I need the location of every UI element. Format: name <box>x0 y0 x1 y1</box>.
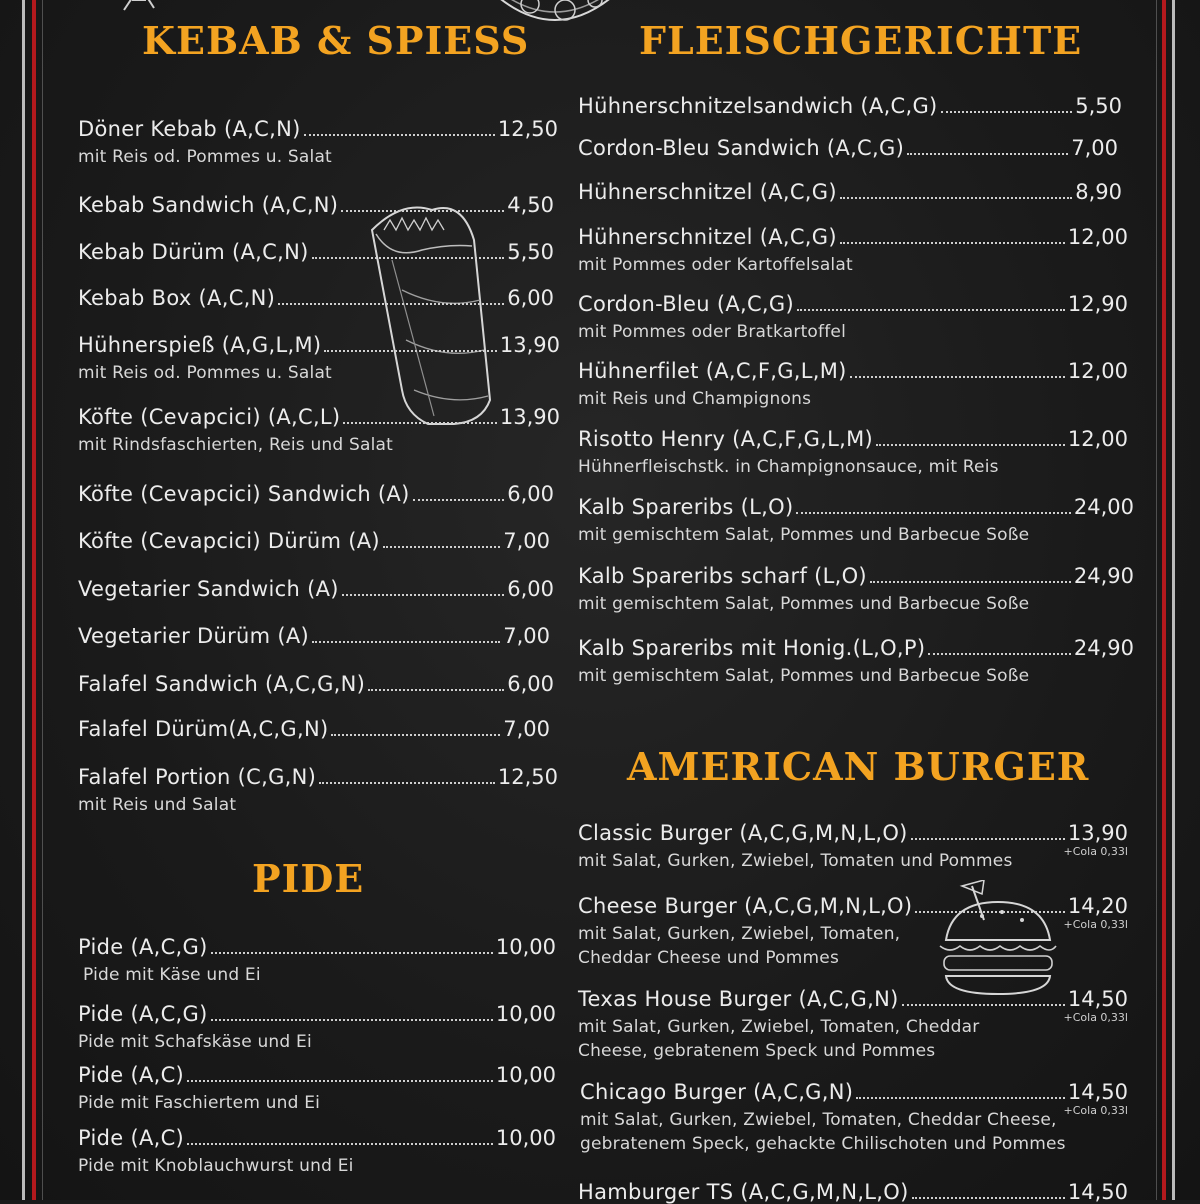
menu-item <box>78 624 550 648</box>
dot-leader <box>941 111 1073 113</box>
menu-item <box>78 117 558 167</box>
item-name: Pide (A,C,G) <box>78 935 208 959</box>
item-name: Kebab Dürüm (A,C,N) <box>78 240 309 264</box>
menu-item <box>78 286 554 310</box>
menu-item <box>78 529 550 553</box>
item-description: mit Salat, Gurken, Zwiebel, Tomaten und Pommes <box>578 851 1013 871</box>
item-name: Cordon-Bleu (A,C,G) <box>578 292 794 316</box>
dot-leader <box>876 444 1065 446</box>
item-name: Kebab Box (A,C,N) <box>78 286 276 310</box>
item-name: Vegetarier Sandwich (A) <box>78 577 339 601</box>
dot-leader <box>368 689 504 691</box>
frame-thin-right <box>1156 0 1157 1200</box>
item-name: Chicago Burger (A,C,G,N) <box>580 1080 854 1104</box>
menu-item <box>578 1180 1128 1204</box>
item-price: 12,00 <box>1067 427 1128 451</box>
item-name: Risotto Henry (A,C,F,G,L,M) <box>578 427 874 451</box>
dot-leader <box>211 952 493 954</box>
item-price: 6,00 <box>507 286 554 310</box>
item-price: 14,50 <box>1067 1180 1128 1204</box>
leaf-sketch-icon <box>120 0 160 14</box>
item-name: Kalb Spareribs mit Honig.(L,O,P) <box>578 636 926 660</box>
item-description: Pide mit Faschiertem und Ei <box>78 1093 321 1113</box>
item-name: Hühnerspieß (A,G,L,M) <box>78 333 322 357</box>
frame-thin-left <box>42 0 43 1200</box>
menu-item <box>578 359 1128 409</box>
dot-leader <box>187 1143 493 1145</box>
item-price: 10,00 <box>495 1002 556 1026</box>
menu-item <box>578 894 1128 968</box>
dot-leader <box>928 653 1071 655</box>
dot-leader <box>911 838 1065 840</box>
menu-item <box>580 1080 1128 1154</box>
item-description: Pide mit Schafskäse und Ei <box>78 1032 312 1052</box>
item-description-line2: Cheddar Cheese und Pommes <box>578 948 840 968</box>
item-price: 12,00 <box>1067 225 1128 249</box>
menu-item <box>578 636 1134 686</box>
menu-item <box>578 180 1122 204</box>
item-price: 10,00 <box>495 1063 556 1087</box>
item-price: 4,50 <box>507 193 554 217</box>
item-description: mit Reis und Salat <box>78 795 237 815</box>
item-name: Falafel Dürüm(A,C,G,N) <box>78 717 329 741</box>
dot-leader <box>907 153 1068 155</box>
item-name: Vegetarier Dürüm (A) <box>78 624 310 648</box>
item-description: mit gemischtem Salat, Pommes und Barbecue Soße <box>578 666 1030 686</box>
heading-burger: AMERICAN BURGER <box>627 744 1090 789</box>
menu-item <box>78 935 556 985</box>
menu-item <box>78 193 554 217</box>
item-price: 6,00 <box>507 482 554 506</box>
item-name: Köfte (Cevapcici) Sandwich (A) <box>78 482 410 506</box>
item-name: Hühnerfilet (A,C,F,G,L,M) <box>578 359 847 383</box>
dot-leader <box>850 376 1065 378</box>
frame-red-right <box>1162 0 1166 1200</box>
item-price: 6,00 <box>507 672 554 696</box>
item-description: mit Salat, Gurken, Zwiebel, Tomaten, Cheddar Cheese, <box>580 1110 1057 1130</box>
dot-leader <box>383 546 500 548</box>
item-name: Cheese Burger (A,C,G,M,N,L,O) <box>578 894 913 918</box>
item-name: Texas House Burger (A,C,G,N) <box>578 987 899 1011</box>
item-price: 7,00 <box>503 624 550 648</box>
dot-leader <box>856 1097 1065 1099</box>
item-name: Pide (A,C,G) <box>78 1002 208 1026</box>
item-price: 10,00 <box>495 935 556 959</box>
dot-leader <box>304 134 495 136</box>
item-description: mit gemischtem Salat, Pommes und Barbecue Soße <box>578 525 1030 545</box>
item-price: 13,90 <box>499 405 560 429</box>
dot-leader <box>331 734 500 736</box>
menu-item <box>78 240 554 264</box>
item-name: Hühnerschnitzelsandwich (A,C,G) <box>578 94 938 118</box>
menu-item <box>78 765 558 815</box>
item-name: Köfte (Cevapcici) (A,C,L) <box>78 405 341 429</box>
dot-leader <box>840 197 1072 199</box>
item-description: mit gemischtem Salat, Pommes und Barbecue Soße <box>578 594 1030 614</box>
menu-item <box>78 1002 556 1052</box>
item-price: 7,00 <box>503 717 550 741</box>
menu-item <box>78 405 560 455</box>
menu-item <box>578 821 1128 871</box>
item-price: 13,90 <box>1067 821 1128 845</box>
item-name: Falafel Portion (C,G,N) <box>78 765 317 789</box>
item-name: Kebab Sandwich (A,C,N) <box>78 193 339 217</box>
item-name: Kalb Spareribs (L,O) <box>578 495 794 519</box>
item-price: 10,00 <box>495 1126 556 1150</box>
item-name: Hamburger TS (A,C,G,M,N,L,O) <box>578 1180 909 1204</box>
item-price: 14,20 <box>1067 894 1128 918</box>
frame-line-left <box>22 0 25 1200</box>
menu-item <box>578 136 1118 160</box>
menu-item <box>78 1063 556 1113</box>
price-note: +Cola 0,33l <box>1063 845 1128 858</box>
item-price: 24,90 <box>1073 636 1134 660</box>
item-name: Classic Burger (A,C,G,M,N,L,O) <box>578 821 908 845</box>
menu-item <box>578 564 1134 614</box>
item-price: 8,90 <box>1075 180 1122 204</box>
menu-item <box>578 292 1128 342</box>
menu-item <box>578 495 1134 545</box>
item-price: 13,90 <box>499 333 560 357</box>
item-price: 12,00 <box>1067 359 1128 383</box>
dot-leader <box>870 581 1071 583</box>
dot-leader <box>413 499 505 501</box>
item-name: Pide (A,C) <box>78 1063 185 1087</box>
item-description: mit Rindsfaschierten, Reis und Salat <box>78 435 394 455</box>
menu-item <box>578 94 1122 118</box>
item-description: Hühnerfleischstk. in Champignonsauce, mit Reis <box>578 457 999 477</box>
menu-item <box>78 482 554 506</box>
item-price: 6,00 <box>507 577 554 601</box>
item-description: mit Reis und Champignons <box>578 389 812 409</box>
dot-leader <box>343 422 496 424</box>
dot-leader <box>342 594 504 596</box>
dot-leader <box>312 641 500 643</box>
dot-leader <box>312 257 505 259</box>
item-price: 14,50 <box>1067 987 1128 1011</box>
item-description: Pide mit Knoblauchwurst und Ei <box>78 1156 354 1176</box>
item-price: 12,50 <box>497 117 558 141</box>
wrap-illustration-icon <box>362 200 502 430</box>
item-price: 5,50 <box>507 240 554 264</box>
item-description: mit Salat, Gurken, Zwiebel, Tomaten, Cheddar <box>578 1017 980 1037</box>
item-description: mit Reis od. Pommes u. Salat <box>78 363 332 383</box>
frame-red-left <box>32 0 36 1200</box>
item-name: Döner Kebab (A,C,N) <box>78 117 301 141</box>
item-price: 5,50 <box>1075 94 1122 118</box>
menu-item <box>578 225 1128 275</box>
heading-kebab: KEBAB & SPIESS <box>142 18 530 63</box>
heading-pide: PIDE <box>252 856 365 901</box>
dot-leader <box>324 350 497 352</box>
menu-item <box>78 1126 556 1176</box>
menu-item <box>578 987 1128 1061</box>
item-description: Pide mit Käse und Ei <box>83 965 261 985</box>
dot-leader <box>278 303 504 305</box>
item-price: 7,00 <box>503 529 550 553</box>
price-note: +Cola 0,33l <box>1063 1104 1128 1117</box>
dot-leader <box>211 1019 493 1021</box>
dot-leader <box>341 210 504 212</box>
frame-line-right <box>1172 0 1175 1200</box>
menu-item <box>78 672 554 696</box>
item-price: 12,50 <box>497 765 558 789</box>
item-description-line2: gebratenem Speck, gehackte Chilischoten und Pommes <box>580 1134 1066 1154</box>
item-name: Falafel Sandwich (A,C,G,N) <box>78 672 366 696</box>
dot-leader <box>915 911 1064 913</box>
item-description: mit Reis od. Pommes u. Salat <box>78 147 332 167</box>
dot-leader <box>797 309 1065 311</box>
dot-leader <box>187 1080 493 1082</box>
price-note: +Cola 0,33l <box>1063 918 1128 931</box>
item-price: 14,50 <box>1067 1080 1128 1104</box>
item-price: 7,00 <box>1071 136 1118 160</box>
dot-leader <box>912 1197 1065 1199</box>
item-name: Hühnerschnitzel (A,C,G) <box>578 225 837 249</box>
dot-leader <box>840 242 1065 244</box>
menu-item <box>578 427 1128 477</box>
dot-leader <box>796 512 1070 514</box>
dot-leader <box>319 782 495 784</box>
price-note: +Cola 0,33l <box>1063 1011 1128 1024</box>
menu-item <box>78 333 560 383</box>
item-description: mit Salat, Gurken, Zwiebel, Tomaten, <box>578 924 901 944</box>
item-name: Pide (A,C) <box>78 1126 185 1150</box>
item-description-line2: Cheese, gebratenem Speck und Pommes <box>578 1041 936 1061</box>
item-name: Kalb Spareribs scharf (L,O) <box>578 564 867 588</box>
item-price: 24,00 <box>1073 495 1134 519</box>
item-price: 24,90 <box>1073 564 1134 588</box>
dot-leader <box>902 1004 1065 1006</box>
item-description: mit Pommes oder Bratkartoffel <box>578 322 846 342</box>
item-price: 12,90 <box>1067 292 1128 316</box>
item-name: Cordon-Bleu Sandwich (A,C,G) <box>578 136 905 160</box>
item-name: Köfte (Cevapcici) Dürüm (A) <box>78 529 380 553</box>
menu-item <box>78 717 550 741</box>
item-description: mit Pommes oder Kartoffelsalat <box>578 255 853 275</box>
menu-item <box>78 577 554 601</box>
item-name: Hühnerschnitzel (A,C,G) <box>578 180 837 204</box>
heading-fleisch: FLEISCHGERICHTE <box>639 18 1083 63</box>
